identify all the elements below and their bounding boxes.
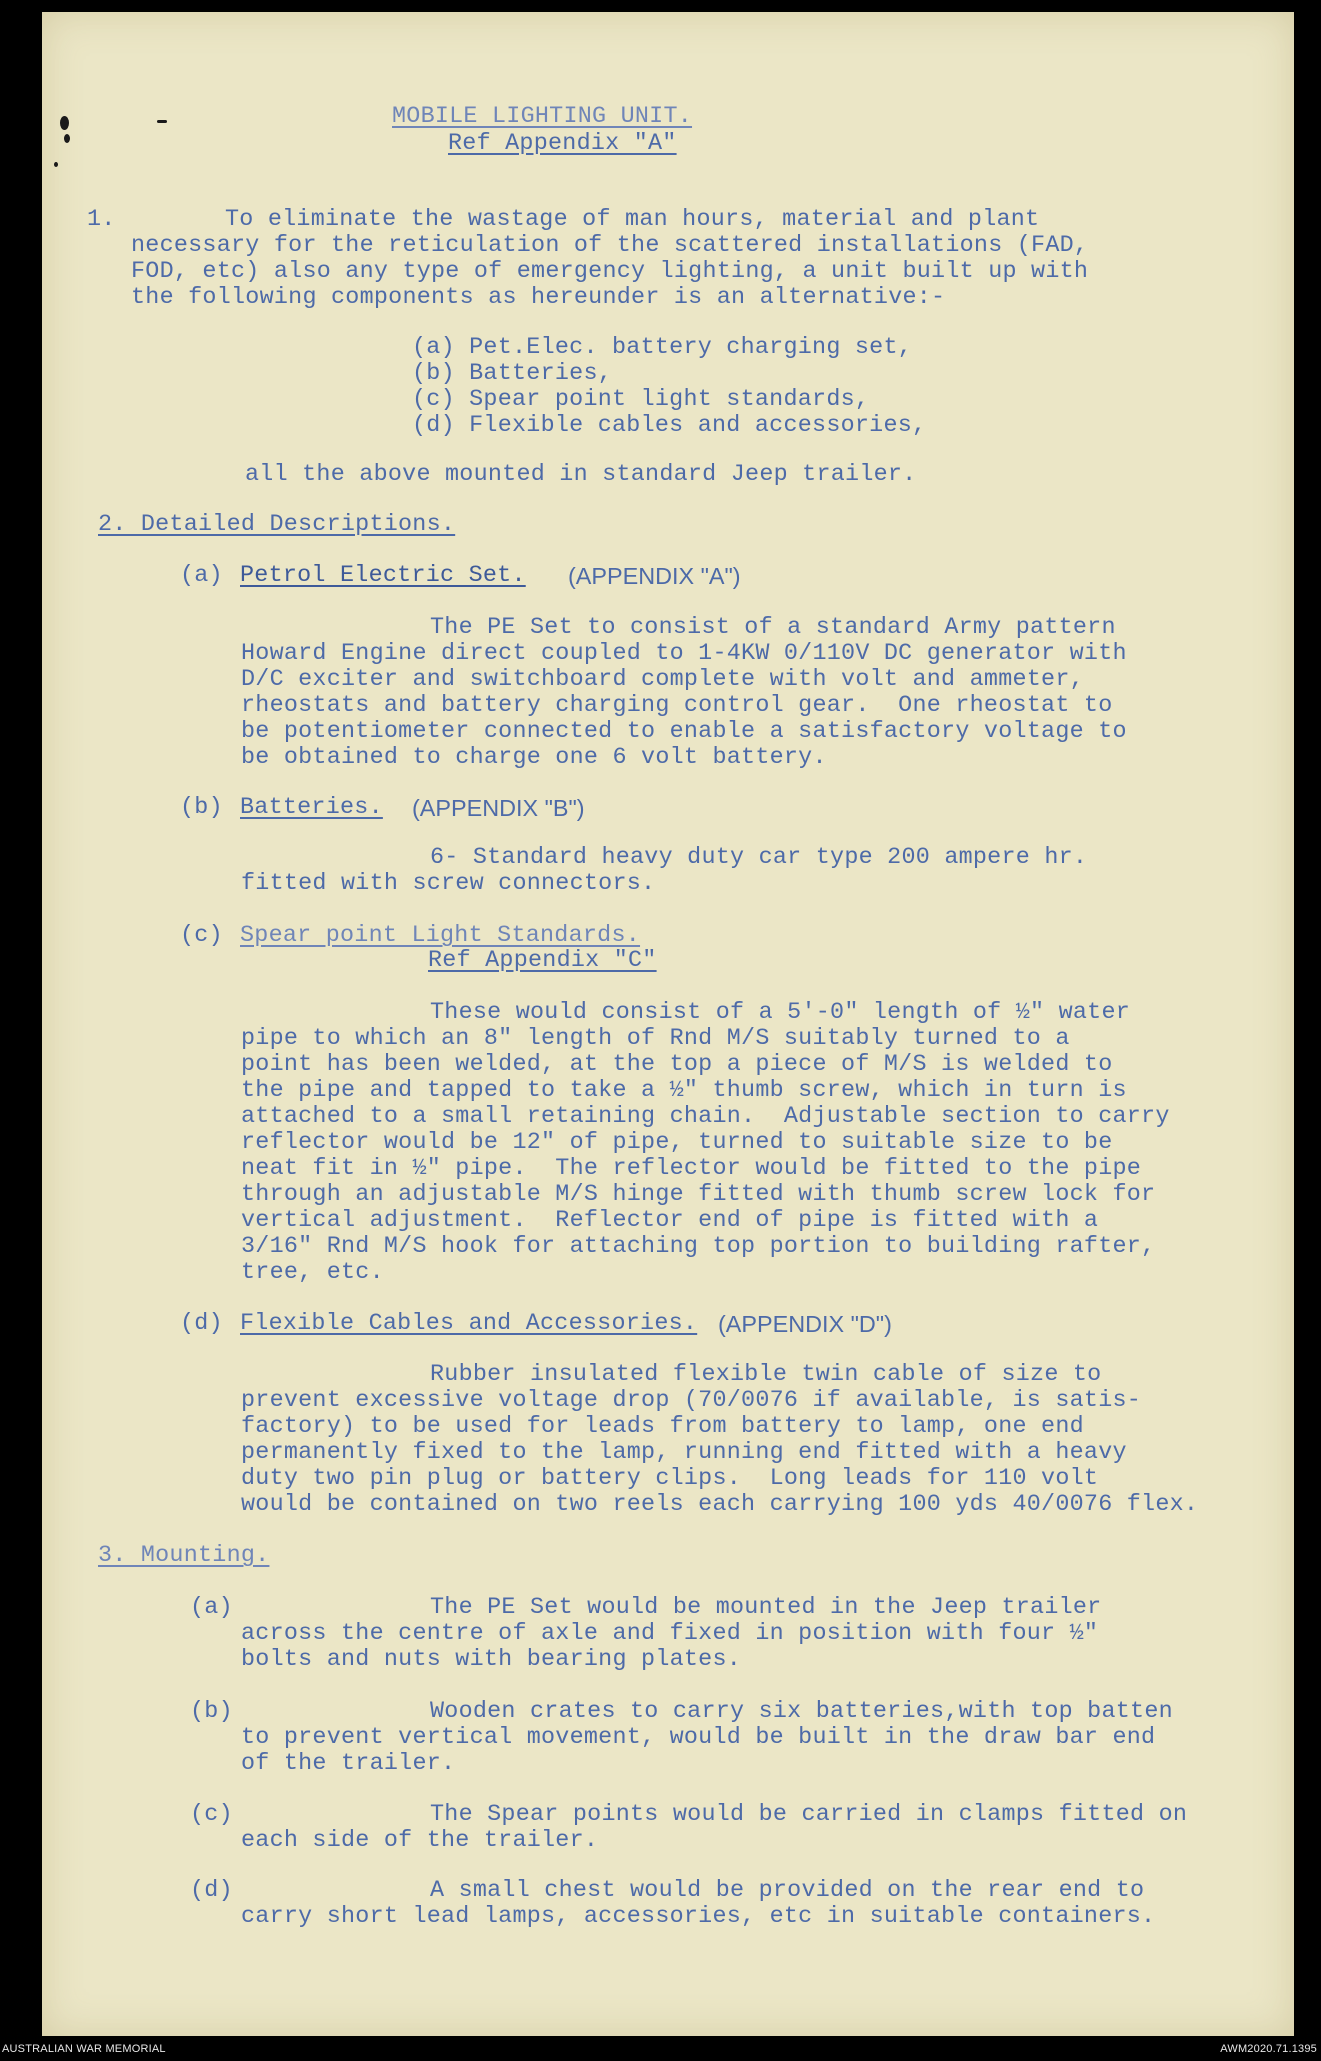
section-3-heading: 3. Mounting. — [98, 1543, 270, 1569]
paragraph-line: neat fit in ½" pipe. The reflector would be fitted to the pipe — [241, 1156, 1142, 1182]
paragraph-line: The Spear points would be carried in clamps fitted on — [430, 1802, 1188, 1828]
appendix-ref: (APPENDIX "B") — [412, 795, 585, 821]
paragraph-line: 6- Standard heavy duty car type 200 ampere hr. — [430, 845, 1088, 871]
appendix-ref: (APPENDIX "D") — [718, 1311, 892, 1337]
paragraph-line: bolts and nuts with bearing plates. — [241, 1647, 742, 1673]
item-label: (a) — [180, 563, 223, 589]
paragraph-line: fitted with screw connectors. — [241, 871, 656, 897]
footer-credit: AUSTRALIAN WAR MEMORIAL — [2, 2043, 166, 2055]
appendix-ref: Ref Appendix "C" — [428, 948, 657, 974]
paragraph-line: Wooden crates to carry six batteries,with top batten — [430, 1699, 1173, 1725]
component-item: (b) Batteries, — [412, 361, 613, 387]
paragraph-line: Rubber insulated flexible twin cable of size to — [430, 1362, 1102, 1388]
paragraph-line: permanently fixed to the lamp, running end fitted with a heavy — [241, 1440, 1127, 1466]
paragraph-line: across the centre of axle and fixed in position with four ½" — [241, 1621, 1099, 1647]
paragraph-line: factory) to be used for leads from battery to lamp, one end — [241, 1414, 1084, 1440]
section-1-line: FOD, etc) also any type of emergency lighting, a unit built up with — [131, 259, 1089, 285]
punch-mark — [64, 134, 70, 143]
item-title: Batteries. — [240, 795, 383, 821]
section-1-line: necessary for the reticulation of the scattered installations (FAD, — [131, 233, 1089, 259]
paragraph-line: The PE Set would be mounted in the Jeep trailer — [430, 1595, 1102, 1621]
paragraph-line: through an adjustable M/S hinge fitted with thumb screw lock for — [241, 1182, 1156, 1208]
item-title: Petrol Electric Set. — [240, 563, 526, 589]
paragraph-line: would be contained on two reels each carrying 100 yds 40/0076 flex. — [241, 1492, 1199, 1518]
paragraph-line: of the trailer. — [241, 1751, 456, 1777]
appendix-ref: (APPENDIX "A") — [568, 563, 741, 589]
footer-accession-number: AWM2020.71.1395 — [1220, 2043, 1317, 2055]
section-1-closing: all the above mounted in standard Jeep trailer. — [245, 462, 917, 488]
paragraph-line: carry short lead lamps, accessories, etc in suitable containers. — [241, 1904, 1156, 1930]
paragraph-line: A small chest would be provided on the rear end to — [430, 1878, 1145, 1904]
paragraph-line: pipe to which an 8" length of Rnd M/S suitably turned to a — [241, 1026, 1070, 1052]
item-title: Flexible Cables and Accessories. — [240, 1311, 698, 1337]
paragraph-line: to prevent vertical movement, would be built in the draw bar end — [241, 1725, 1156, 1751]
document-ref: Ref Appendix "A" — [448, 131, 677, 157]
paragraph-line: the pipe and tapped to take a ½" thumb screw, which in turn is — [241, 1078, 1127, 1104]
item-title: Spear point Light Standards. — [240, 923, 641, 949]
punch-mark — [60, 116, 69, 130]
paragraph-line: vertical adjustment. Reflector end of pipe is fitted with a — [241, 1208, 1099, 1234]
punch-mark — [54, 162, 58, 167]
paragraph-line: point has been welded, at the top a piece of M/S is welded to — [241, 1052, 1113, 1078]
component-item: (a) Pet.Elec. battery charging set, — [412, 335, 913, 361]
paragraph-line: 3/16" Rnd M/S hook for attaching top portion to building rafter, — [241, 1234, 1156, 1260]
paragraph-line: D/C exciter and switchboard complete with volt and ammeter, — [241, 667, 1084, 693]
paragraph-line: The PE Set to consist of a standard Army pattern — [430, 615, 1116, 641]
item-label: (a) — [190, 1595, 233, 1621]
paragraph-line: be potentiometer connected to enable a satisfactory voltage to — [241, 719, 1127, 745]
component-item: (c) Spear point light standards, — [412, 387, 870, 413]
component-item: (d) Flexible cables and accessories, — [412, 413, 927, 439]
section-1-line: To eliminate the wastage of man hours, material and plant — [225, 207, 1040, 233]
section-2-heading: 2. Detailed Descriptions. — [98, 512, 456, 538]
paragraph-line: attached to a small retaining chain. Adjustable section to carry — [241, 1104, 1170, 1130]
paragraph-line: These would consist of a 5'-0" length of ½" water — [430, 1000, 1131, 1026]
paragraph-line: rheostats and battery charging control gear. One rheostat to — [241, 693, 1113, 719]
item-label: (c) — [190, 1802, 233, 1828]
paragraph-line: duty two pin plug or battery clips. Long leads for 110 volt — [241, 1466, 1099, 1492]
item-label: (b) — [180, 795, 223, 821]
paragraph-line: Howard Engine direct coupled to 1-4KW 0/110V DC generator with — [241, 641, 1127, 667]
paragraph-line: prevent excessive voltage drop (70/0076 if available, is satis- — [241, 1388, 1142, 1414]
item-label: (b) — [190, 1699, 233, 1725]
paragraph-line: each side of the trailer. — [241, 1828, 599, 1854]
document-title: MOBILE LIGHTING UNIT. — [392, 104, 693, 130]
paragraph-line: reflector would be 12" of pipe, turned to suitable size to be — [241, 1130, 1113, 1156]
section-1-number: 1. — [87, 207, 116, 233]
punch-mark — [157, 120, 167, 123]
item-label: (c) — [180, 923, 223, 949]
paragraph-line: be obtained to charge one 6 volt battery. — [241, 745, 827, 771]
item-label: (d) — [190, 1878, 233, 1904]
paragraph-line: tree, etc. — [241, 1260, 384, 1286]
section-1-line: the following components as hereunder is an alternative:- — [131, 285, 946, 311]
item-label: (d) — [180, 1311, 223, 1337]
